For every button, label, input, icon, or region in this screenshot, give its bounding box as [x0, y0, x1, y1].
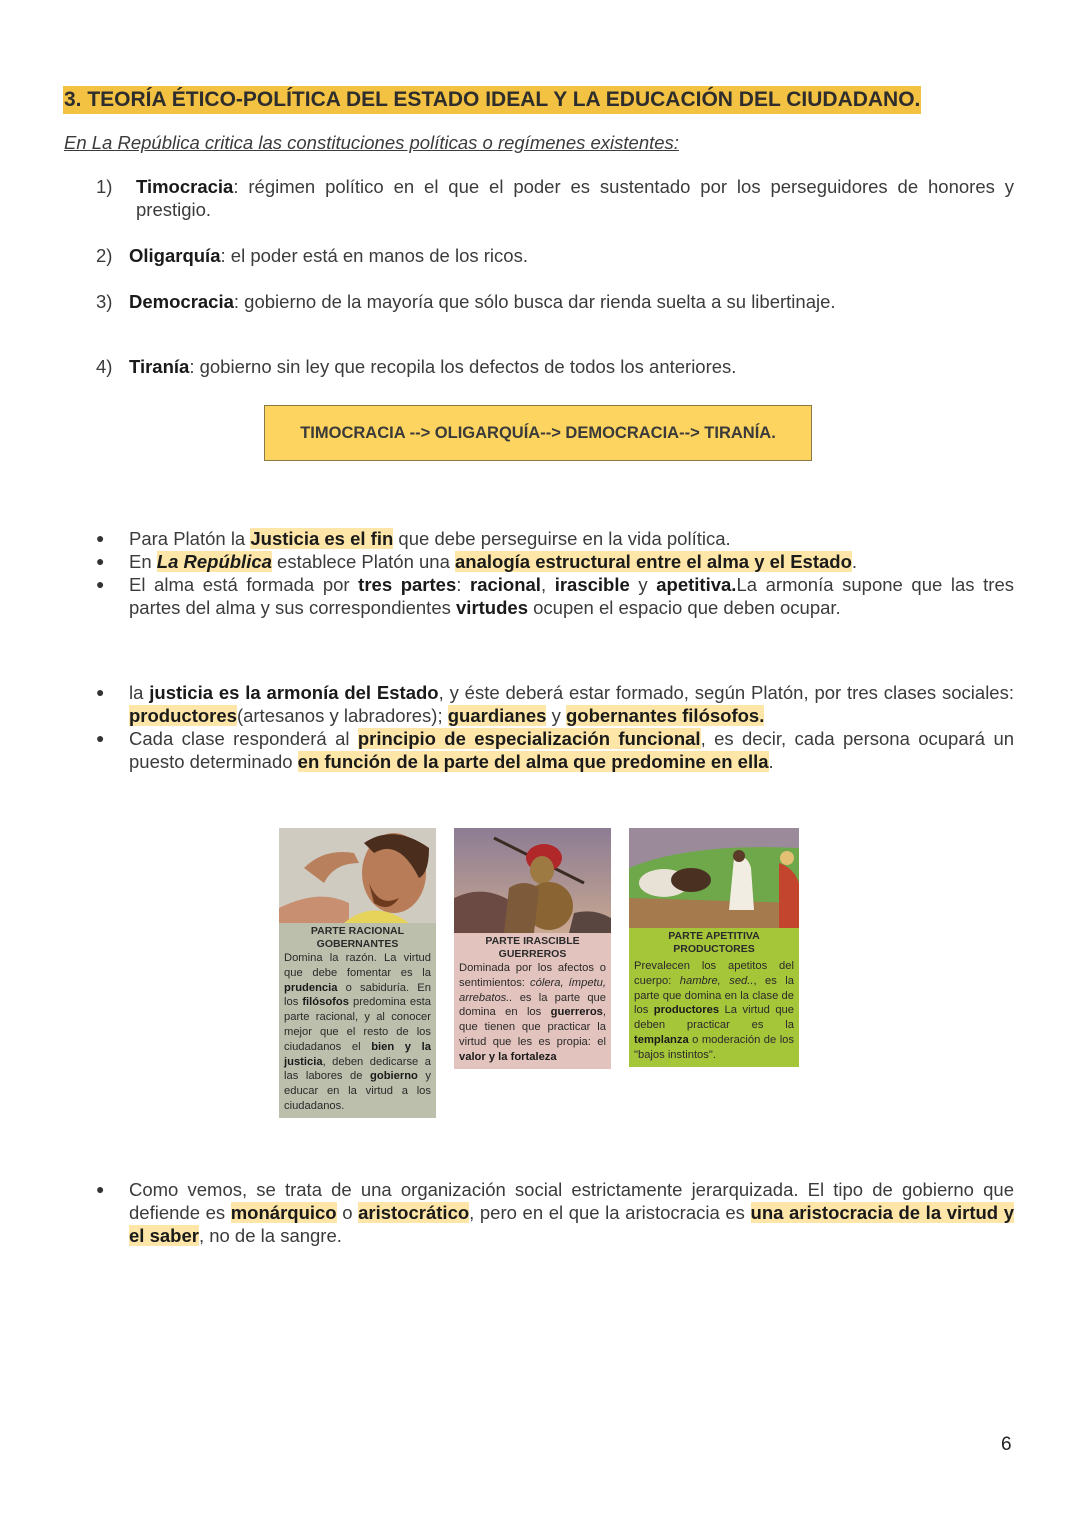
- card-subheading: GUERREROS: [498, 948, 567, 960]
- bullet-item: ● En La República establece Platón una analogía estructural entre el alma y el Estado.: [96, 551, 858, 572]
- regime-sequence-text: TIMOCRACIA --> OLIGARQUÍA--> DEMOCRACIA--> TIRANÍA.: [300, 423, 776, 442]
- list-number: 1): [96, 176, 113, 197]
- bullet-icon: ●: [96, 684, 105, 700]
- list-number: 3): [96, 291, 113, 312]
- card-irascible: [454, 828, 611, 1069]
- card-caption: PARTE RACIONAL GOBERNANTES Domina la razón. La virtud que debe fomentar es la prudencia o sabiduría. En los filósofos predomina esta parte racional, y al conocer mejor que el resto de los ciudadanos el bien y la justicia, deben dedicarse a las labores de gobierno y educar en la virtud a los ciudadanos.: [284, 925, 432, 1112]
- card-subheading: GOBERNANTES: [316, 938, 399, 950]
- highlight: aristocrático: [358, 1202, 470, 1223]
- bullet-item: ● Como vemos, se trata de una organización social estrictamente jerarquizada. El tipo de gobierno que defiende es monárquico o aristocrático, pero en el que la aristocracia es una aristocracia de la virtud y el saber, no de la sangre.: [96, 1179, 1014, 1246]
- highlight: principio de especialización funcional: [357, 728, 701, 749]
- list-number: 2): [96, 245, 113, 266]
- highlight: analogía estructural entre el alma y el Estado: [455, 551, 852, 572]
- regime-desc: : régimen político en el que el poder es sustentado por los perseguidores de honores y prestigio.: [136, 176, 1014, 220]
- regime-desc: : gobierno sin ley que recopila los defectos de todos los anteriores.: [189, 356, 737, 377]
- regime-term: Democracia: [129, 291, 234, 312]
- bullet-icon: ●: [96, 576, 105, 592]
- highlight: una aristocracia de la virtud y el saber: [129, 1202, 1014, 1246]
- bullet-item: ● Para Platón la Justicia es el fin que debe perseguirse en la vida política.: [96, 528, 731, 549]
- card-rational: [279, 828, 436, 1118]
- card-heading: PARTE RACIONAL: [310, 925, 405, 937]
- section-subtitle: En La República critica las constituciones políticas o regímenes existentes:: [64, 132, 679, 153]
- highlight: La República: [156, 551, 272, 572]
- regime-desc: : el poder está en manos de los ricos.: [220, 245, 528, 266]
- card-caption: PARTE APETITIVA PRODUCTORES Prevalecen los apetitos del cuerpo: hambre, sed.., es la parte que domina en la clase de los productores La virtud que deben practicar es la templanza o moderación de los "bajos instintos".: [634, 930, 794, 1061]
- philosopher-image: [279, 828, 436, 923]
- bullet-list-government: [96, 1178, 1014, 1247]
- bullet-list-state: [96, 681, 1014, 773]
- highlight: guardianes: [447, 705, 547, 726]
- highlight: monárquico: [230, 1202, 337, 1223]
- highlight: Justicia es el fin: [250, 528, 394, 549]
- highlight: gobernantes filósofos.: [565, 705, 765, 726]
- regime-term: Timocracia: [136, 176, 234, 197]
- bullet-icon: ●: [96, 530, 105, 546]
- warrior-illustration: [454, 828, 611, 933]
- warrior-image: [454, 828, 611, 933]
- farmers-image: [629, 828, 799, 928]
- regime-sequence-box: [264, 405, 812, 461]
- card-subheading: PRODUCTORES: [673, 943, 755, 955]
- farmers-illustration: [629, 828, 799, 928]
- card-caption: PARTE IRASCIBLE GUERREROS Dominada por los afectos o sentimientos: cólera, ímpetu, arrebatos.. es la parte que domina en los guerreros, que tienen que practicar la virtud que les es propia: el valor y la fortaleza: [459, 935, 606, 1063]
- list-number: 4): [96, 356, 113, 377]
- highlight: productores: [129, 705, 237, 726]
- bullet-icon: ●: [96, 1181, 105, 1197]
- regime-desc: : gobierno de la mayoría que sólo busca dar rienda suelta a su libertinaje.: [233, 291, 836, 312]
- bullet-item: ● la justicia es la armonía del Estado, y éste deberá estar formado, según Platón, por tres clases sociales: productores(artesanos y labradores); guardianes y gobernantes filósofos.: [96, 682, 1014, 726]
- card-heading: PARTE IRASCIBLE: [485, 935, 580, 947]
- regime-term: Tiranía: [129, 356, 190, 377]
- bullet-icon: ●: [96, 553, 105, 569]
- philosopher-illustration: [279, 828, 436, 923]
- bullet-item: ● Cada clase responderá al principio de especialización funcional, es decir, cada persona ocupará un puesto determinado en función de la parte del alma que predomine en ella.: [96, 728, 1015, 772]
- section-title: 3. TEORÍA ÉTICO-POLÍTICA DEL ESTADO IDEAL Y LA EDUCACIÓN DEL CIUDADANO.: [63, 86, 921, 114]
- bullet-item: ● El alma está formada por tres partes: racional, irascible y apetitiva.La armonía supone que las tres partes del alma y sus correspondientes virtudes ocupen el espacio que deben ocupar.: [96, 574, 1014, 618]
- bullet-icon: ●: [96, 730, 105, 746]
- page-number: 6: [1001, 1434, 1012, 1455]
- bullet-list-soul: [96, 527, 1014, 619]
- highlight: en función de la parte del alma que predomine en ella: [297, 751, 769, 772]
- card-heading: PARTE APETITIVA: [668, 930, 760, 942]
- regime-term: Oligarquía: [129, 245, 221, 266]
- card-appetitive: [629, 828, 799, 1067]
